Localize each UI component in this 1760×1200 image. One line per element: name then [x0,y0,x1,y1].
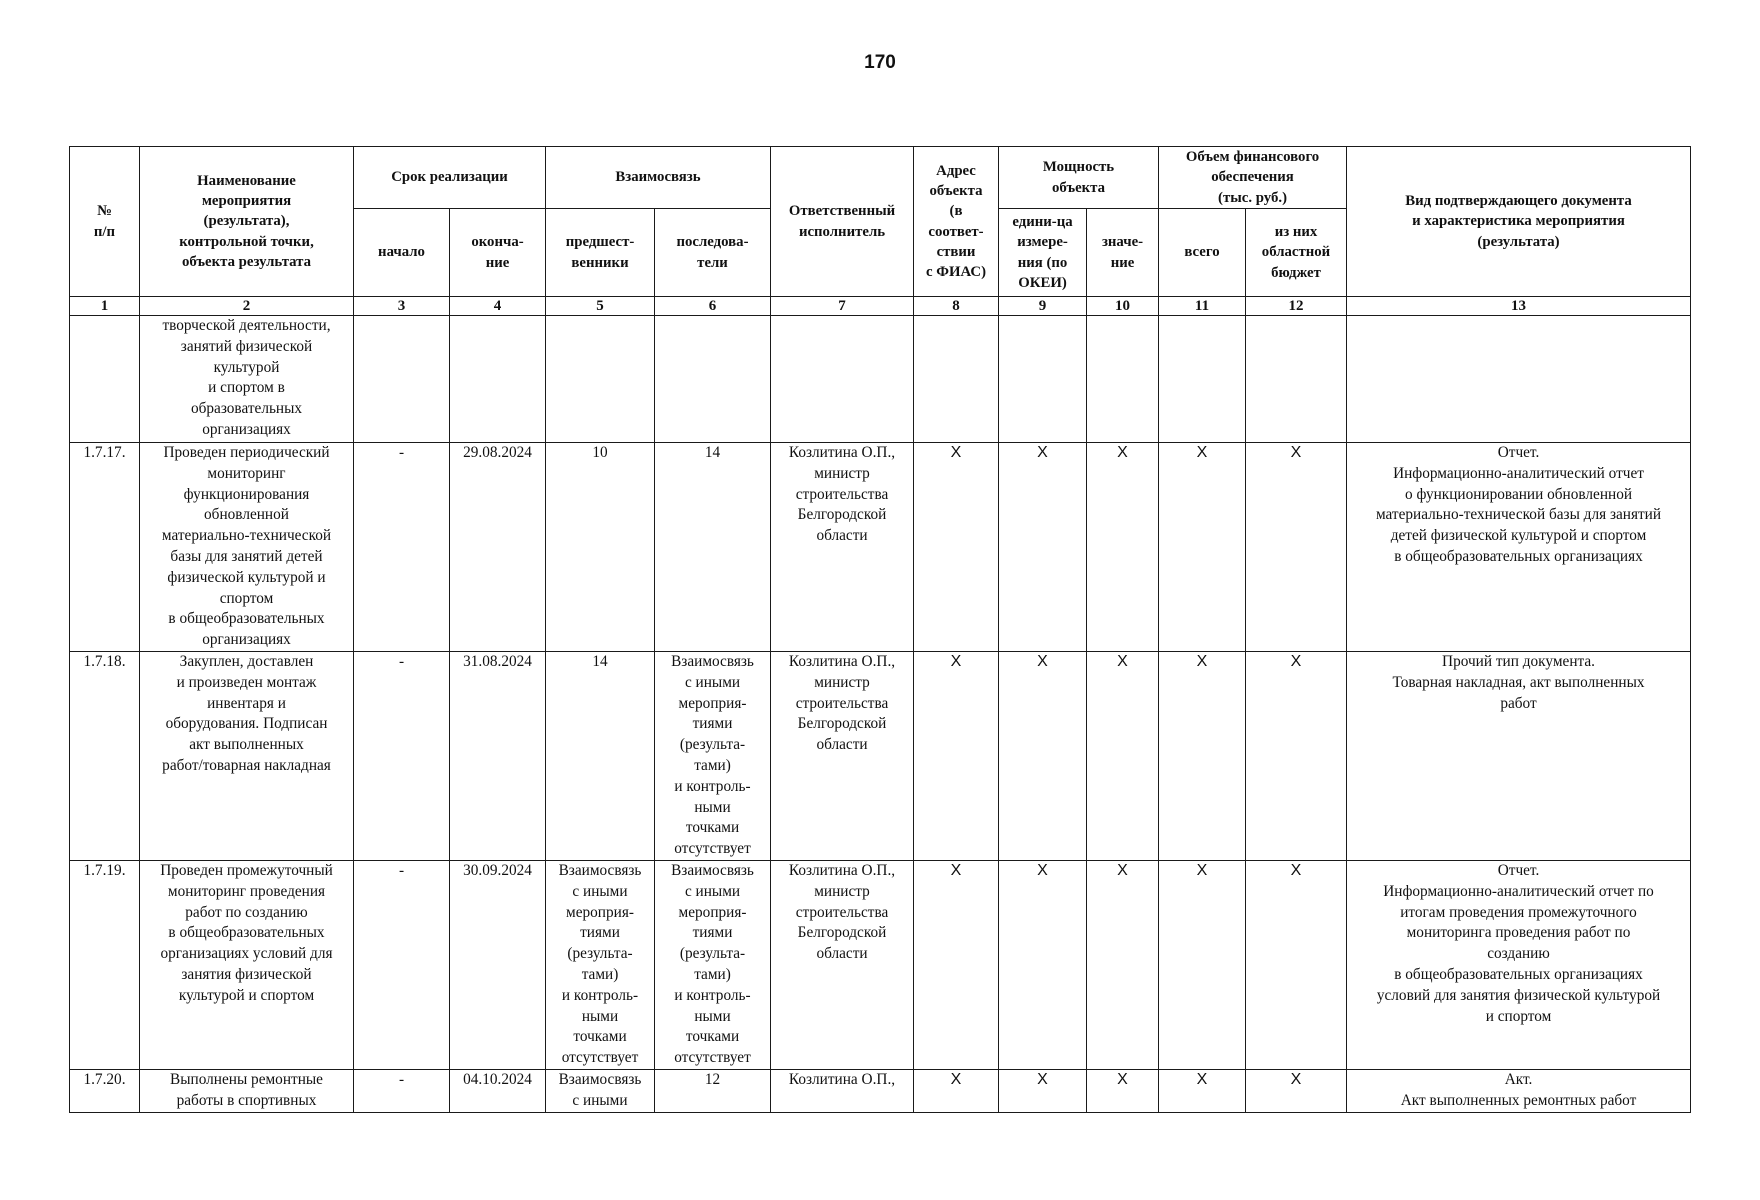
row-value: Х [1087,651,1159,860]
row-end: 31.08.2024 [450,651,546,860]
header-term-end: оконча- ние [450,209,546,297]
header-capacity-unit: едини-ца измере- ния (по ОКЕИ) [999,209,1087,297]
row-name: Проведен периодический мониторинг функционирования обновленной материально-технической базы для занятий детей физической культурой и спортом в общеобразовательных организациях [140,443,354,652]
row-end: 04.10.2024 [450,1069,546,1112]
row-value: Х [1087,443,1159,652]
row-end [450,316,546,443]
row-start: - [354,443,450,652]
row-responsible: Козлитина О.П., министр строительства Белгородской области [771,860,914,1069]
row-doc: Отчет. Информационно-аналитический отчет по итогам проведения промежуточного мониторинга проведения работ по созданию в общеобразовательных организациях условий для занятия физической культурой и спортом [1347,860,1691,1069]
row-regional [1246,316,1347,443]
row-name: Закуплен, доставлен и произведен монтаж инвентаря и оборудования. Подписан акт выполненных работ/товарная накладная [140,651,354,860]
row-name: Проведен промежуточный мониторинг проведения работ по созданию в общеобразовательных организациях условий для занятия физической культурой и спортом [140,860,354,1069]
row-address: Х [914,443,999,652]
table-row [70,443,1691,652]
column-number: 9 [999,297,1087,316]
row-end: 30.09.2024 [450,860,546,1069]
header-capacity: Мощность объекта [999,147,1159,209]
row-address: Х [914,860,999,1069]
column-number: 1 [70,297,140,316]
row-end: 29.08.2024 [450,443,546,652]
row-num: 1.7.18. [70,651,140,860]
row-unit [999,316,1087,443]
table-row [70,1069,1691,1112]
column-number: 12 [1246,297,1347,316]
row-num: 1.7.17. [70,443,140,652]
row-responsible [771,316,914,443]
header-term-start: начало [354,209,450,297]
row-responsible: Козлитина О.П., министр строительства Белгородской области [771,443,914,652]
row-name: творческой деятельности, занятий физической культурой и спортом в образовательных организациях [140,316,354,443]
row-total: Х [1159,443,1246,652]
header-links-prev: предшест- венники [546,209,655,297]
row-prev: Взаимосвязь с иными [546,1069,655,1112]
column-number: 13 [1347,297,1691,316]
column-number: 3 [354,297,450,316]
column-number: 11 [1159,297,1246,316]
row-next: Взаимосвязь с иными мероприя- тиями (результа- тами) и контроль- ными точками отсутствует [655,651,771,860]
row-start: - [354,651,450,860]
table-row [70,860,1691,1069]
row-total: Х [1159,651,1246,860]
row-doc: Акт. Акт выполненных ремонтных работ [1347,1069,1691,1112]
measures-table [69,146,1691,1113]
column-number: 6 [655,297,771,316]
row-doc: Прочий тип документа. Товарная накладная, акт выполненных работ [1347,651,1691,860]
column-number: 10 [1087,297,1159,316]
column-numbers-row [70,297,1691,316]
row-num: 1.7.20. [70,1069,140,1112]
row-regional: Х [1246,1069,1347,1112]
header-finance-regional: из них областной бюджет [1246,209,1347,297]
row-regional: Х [1246,860,1347,1069]
table-row [70,316,1691,443]
row-value [1087,316,1159,443]
header-responsible: Ответственный исполнитель [771,147,914,297]
row-next: Взаимосвязь с иными мероприя- тиями (результа- тами) и контроль- ными точками отсутствует [655,860,771,1069]
page-number: 170 [864,52,896,73]
row-next: 14 [655,443,771,652]
row-responsible: Козлитина О.П., [771,1069,914,1112]
row-total [1159,316,1246,443]
row-prev: 10 [546,443,655,652]
row-address: Х [914,1069,999,1112]
header-num: № п/п [70,147,140,297]
table-row [70,651,1691,860]
column-number: 7 [771,297,914,316]
row-regional: Х [1246,443,1347,652]
row-next: 12 [655,1069,771,1112]
row-start [354,316,450,443]
row-address [914,316,999,443]
header-finance: Объем финансового обеспечения (тыс. руб.) [1159,147,1347,209]
header-finance-total: всего [1159,209,1246,297]
header-address: Адрес объекта (в соответ- ствии с ФИАС) [914,147,999,297]
row-total: Х [1159,1069,1246,1112]
row-next [655,316,771,443]
row-responsible: Козлитина О.П., министр строительства Белгородской области [771,651,914,860]
row-unit: Х [999,443,1087,652]
header-links: Взаимосвязь [546,147,771,209]
header-links-next: последова- тели [655,209,771,297]
header-name: Наименование мероприятия (результата), контрольной точки, объекта результата [140,147,354,297]
row-prev [546,316,655,443]
row-name: Выполнены ремонтные работы в спортивных [140,1069,354,1112]
column-number: 2 [140,297,354,316]
row-num [70,316,140,443]
row-start: - [354,1069,450,1112]
header-term: Срок реализации [354,147,546,209]
row-prev: Взаимосвязь с иными мероприя- тиями (результа- тами) и контроль- ными точками отсутствует [546,860,655,1069]
row-unit: Х [999,1069,1087,1112]
row-value: Х [1087,1069,1159,1112]
row-doc [1347,316,1691,443]
column-number: 8 [914,297,999,316]
column-number: 5 [546,297,655,316]
header-doc-type: Вид подтверждающего документа и характеристика мероприятия (результата) [1347,147,1691,297]
column-number: 4 [450,297,546,316]
row-address: Х [914,651,999,860]
row-value: Х [1087,860,1159,1069]
row-num: 1.7.19. [70,860,140,1069]
row-total: Х [1159,860,1246,1069]
header-capacity-value: значе- ние [1087,209,1159,297]
row-doc: Отчет. Информационно-аналитический отчет о функционировании обновленной материально-технической базы для занятий детей физической культурой и спортом в общеобразовательных организациях [1347,443,1691,652]
row-start: - [354,860,450,1069]
row-unit: Х [999,860,1087,1069]
row-regional: Х [1246,651,1347,860]
row-prev: 14 [546,651,655,860]
row-unit: Х [999,651,1087,860]
